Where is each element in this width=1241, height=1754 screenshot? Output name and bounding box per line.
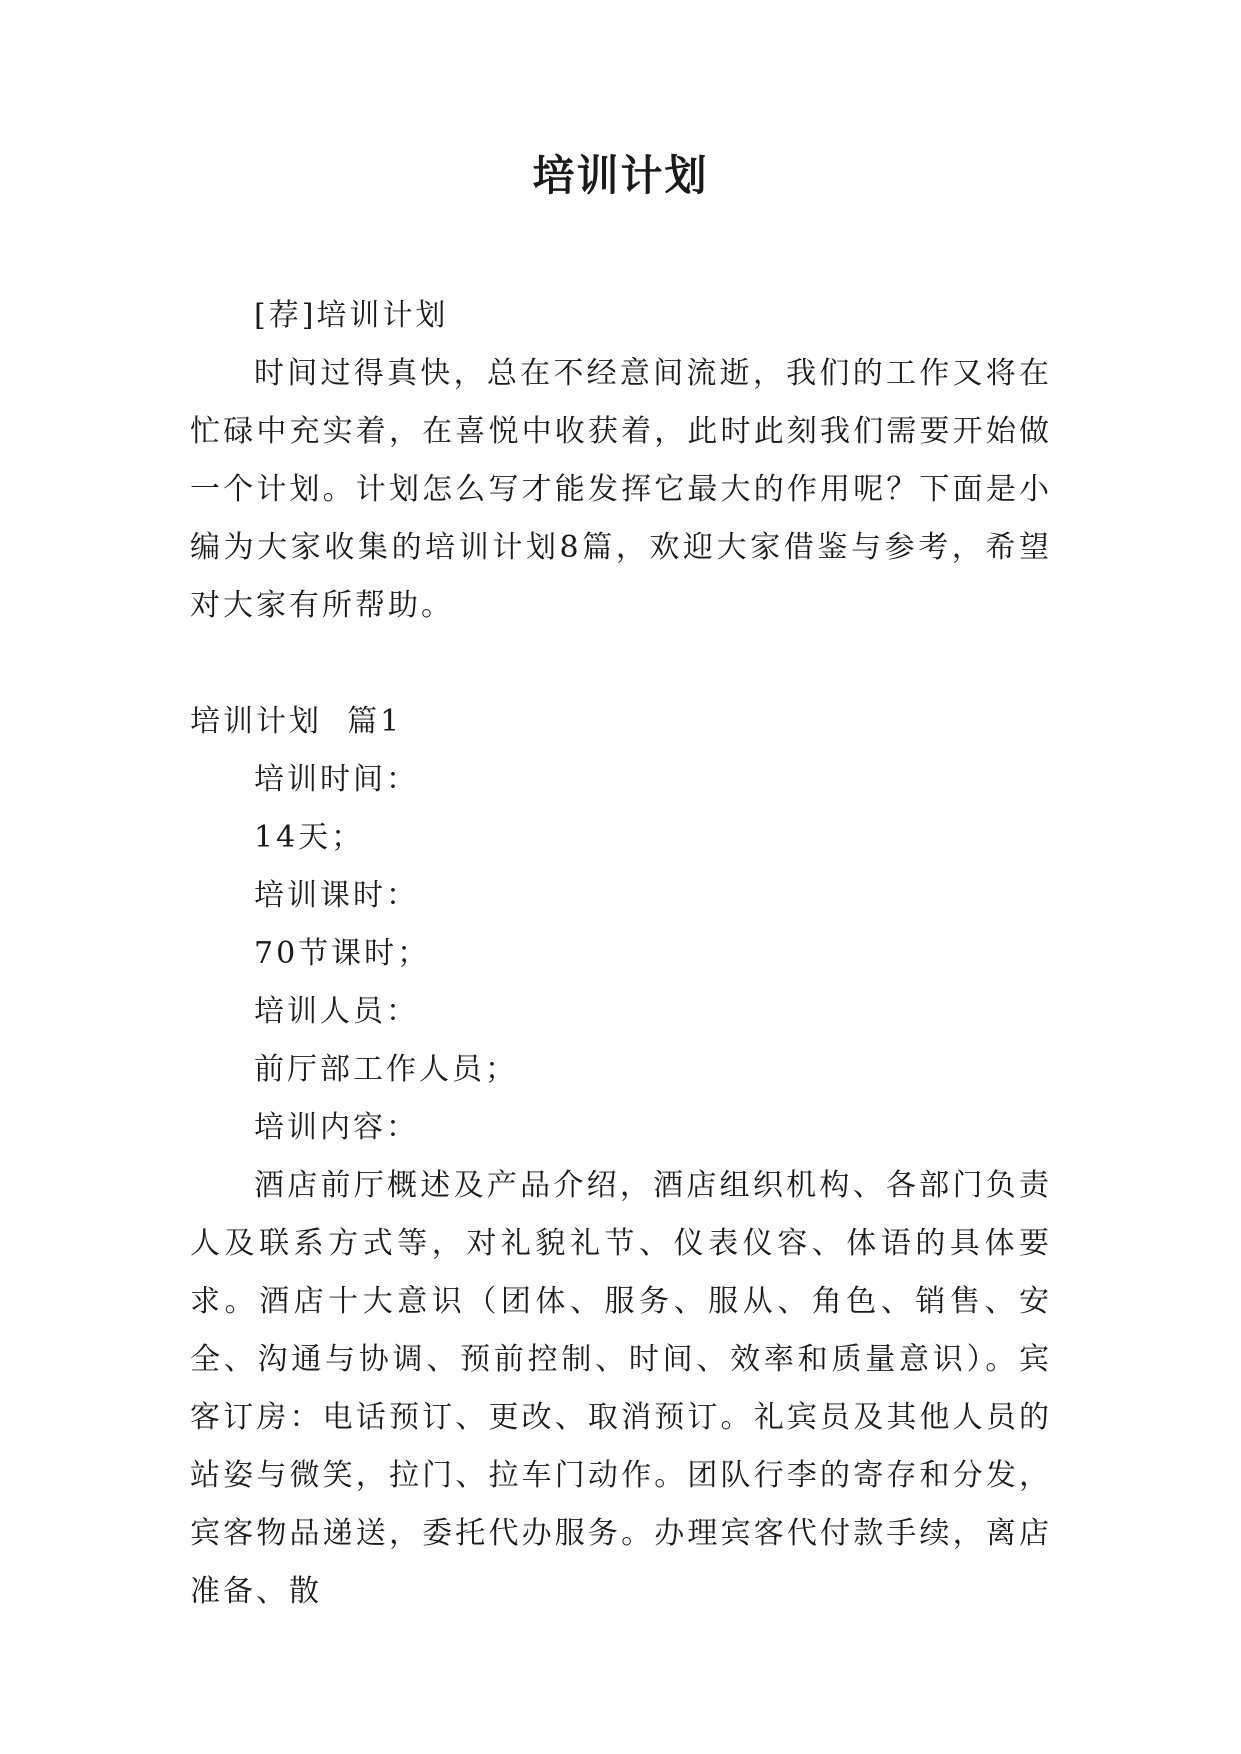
field-training-time-label: 培训时间：	[254, 762, 419, 797]
paragraph-gap	[190, 635, 1052, 693]
content-paragraph: 酒店前厅概述及产品介绍，酒店组织机构、各部门负责人及联系方式等，对礼貌礼节、仪表仪容、体语的具体要求。酒店十大意识（团体、服务、服从、角色、销售、安全、沟通与协调、预前控制、时间、效率和质量意识）。宾客订房：电话预订、更改、取消预订。礼宾员及其他人员的站姿与微笑，拉门、拉车门动作。团队行李的寄存和分发，宾客物品递送，委托代办服务。办理宾客代付款手续，离店准备、散	[190, 1168, 1052, 1609]
field-training-hours-value: 70节课时；	[254, 936, 431, 971]
document-body	[190, 287, 1052, 1621]
document-title: 培训计划	[532, 151, 709, 200]
field-trainees-label: 培训人员：	[254, 994, 419, 1029]
field-content-label: 培训内容：	[254, 1110, 419, 1145]
section-heading: 培训计划 篇1	[190, 704, 403, 739]
field-trainees-value: 前厅部工作人员；	[254, 1052, 518, 1087]
field-training-time-value: 14天；	[254, 820, 365, 855]
field-training-hours-label: 培训课时：	[254, 878, 419, 913]
recommend-line: [荐]培训计划	[254, 298, 449, 333]
intro-paragraph: 时间过得真快，总在不经意间流逝，我们的工作又将在忙碌中充实着，在喜悦中收获着，此时此刻我们需要开始做一个计划。计划怎么写才能发挥它最大的作用呢？下面是小编为大家收集的培训计划8篇，欢迎大家借鉴与参考，希望对大家有所帮助。	[190, 356, 1052, 623]
